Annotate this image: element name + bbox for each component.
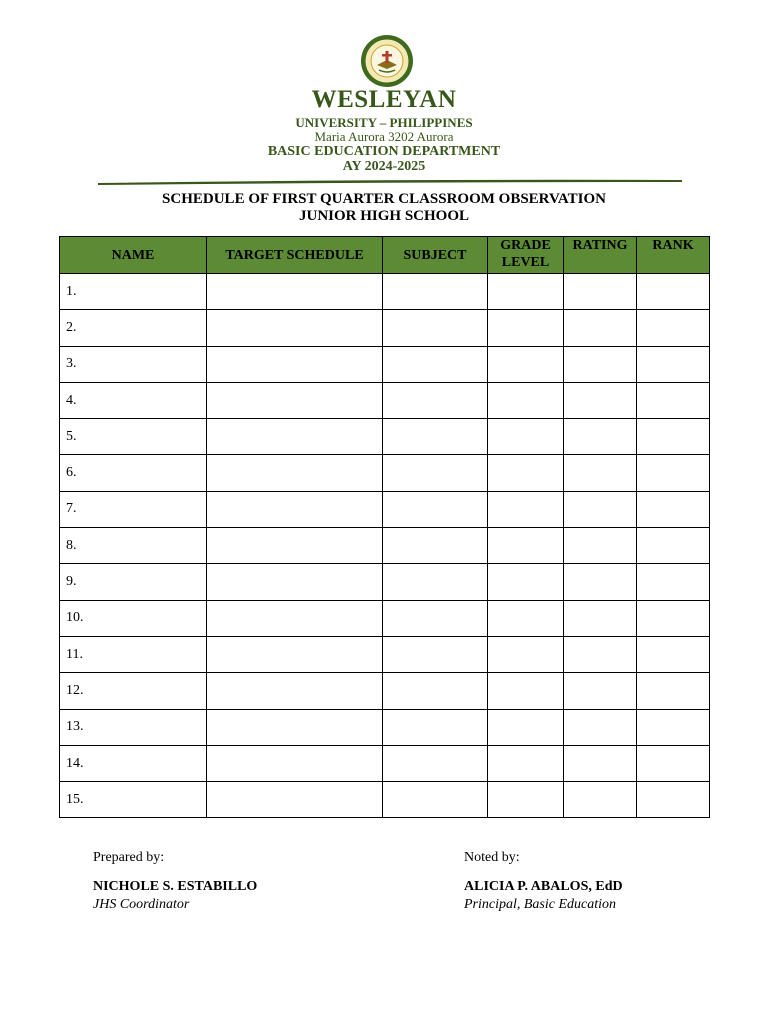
noted-by-name: ALICIA P. ABALOS, EdD [464,879,623,894]
university-seal-icon [360,34,414,88]
subject-cell[interactable] [383,673,488,709]
subject-cell[interactable] [383,310,488,346]
row-number: 8. [66,537,77,553]
rank-cell[interactable] [637,564,710,600]
observation-schedule-table [59,236,710,818]
target-schedule-cell[interactable] [207,274,383,310]
row-number: 5. [66,428,77,444]
grade-level-cell[interactable] [488,382,564,418]
grade-level-cell[interactable] [488,419,564,455]
table-row [60,782,710,818]
name-cell[interactable] [60,274,207,310]
rank-cell[interactable] [637,455,710,491]
rating-cell[interactable] [564,636,637,672]
target-schedule-cell[interactable] [207,382,383,418]
rating-cell[interactable] [564,600,637,636]
prepared-by-role: JHS Coordinator [93,897,190,912]
noted-by-role: Principal, Basic Education [464,897,617,912]
grade-level-cell[interactable] [488,310,564,346]
target-schedule-cell[interactable] [207,491,383,527]
table-row [60,310,710,346]
grade-level-cell[interactable] [488,600,564,636]
subject-cell[interactable] [383,564,488,600]
row-number: 13. [66,719,84,735]
rating-cell[interactable] [564,528,637,564]
name-cell[interactable] [60,636,207,672]
grade-level-cell[interactable] [488,636,564,672]
noted-by-label: Noted by: [464,850,520,865]
target-schedule-cell[interactable] [207,528,383,564]
rank-cell[interactable] [637,274,710,310]
rank-cell[interactable] [637,636,710,672]
name-cell[interactable] [60,382,207,418]
target-schedule-cell[interactable] [207,745,383,781]
column-header-target-schedule: TARGET SCHEDULE [207,237,383,274]
rank-cell[interactable] [637,491,710,527]
table-row [60,455,710,491]
subject-cell[interactable] [383,491,488,527]
university-subtitle: UNIVERSITY – PHILIPPINES [295,115,473,130]
rating-cell[interactable] [564,455,637,491]
grade-level-cell[interactable] [488,745,564,781]
rank-cell[interactable] [637,528,710,564]
university-address: Maria Aurora 3202 Aurora [314,129,454,144]
target-schedule-cell[interactable] [207,419,383,455]
table-row [60,419,710,455]
name-cell[interactable] [60,745,207,781]
rating-cell[interactable] [564,745,637,781]
rank-cell[interactable] [637,419,710,455]
table-row [60,636,710,672]
table-row [60,600,710,636]
name-cell[interactable] [60,782,207,818]
subject-cell[interactable] [383,274,488,310]
row-number: 11. [66,646,83,662]
column-header-rating: RATING [564,237,637,274]
rank-cell[interactable] [637,709,710,745]
target-schedule-cell[interactable] [207,310,383,346]
target-schedule-cell[interactable] [207,673,383,709]
table-row [60,564,710,600]
row-number: 14. [66,755,84,771]
row-number: 9. [66,574,77,590]
target-schedule-cell[interactable] [207,564,383,600]
grade-level-cell[interactable] [488,709,564,745]
target-schedule-cell[interactable] [207,346,383,382]
row-number: 10. [66,610,84,626]
table-header-row [60,237,710,274]
rank-cell[interactable] [637,382,710,418]
header-divider [98,178,682,186]
rating-cell[interactable] [564,382,637,418]
grade-level-cell[interactable] [488,274,564,310]
rank-cell[interactable] [637,782,710,818]
document-title: SCHEDULE OF FIRST QUARTER CLASSROOM OBSERVATION [162,191,606,207]
name-cell[interactable] [60,673,207,709]
rating-cell[interactable] [564,491,637,527]
subject-cell[interactable] [383,455,488,491]
rating-cell[interactable] [564,782,637,818]
column-header-name: NAME [60,237,207,274]
grade-level-cell[interactable] [488,455,564,491]
name-cell[interactable] [60,600,207,636]
row-number: 6. [66,465,77,481]
row-number: 12. [66,682,84,698]
rating-cell[interactable] [564,419,637,455]
subject-cell[interactable] [383,636,488,672]
name-cell[interactable] [60,564,207,600]
name-cell[interactable] [60,310,207,346]
target-schedule-cell[interactable] [207,782,383,818]
rating-cell[interactable] [564,673,637,709]
grade-level-cell[interactable] [488,346,564,382]
column-header-rank: RANK [637,237,710,274]
column-header-subject: SUBJECT [383,237,488,274]
target-schedule-cell[interactable] [207,455,383,491]
subject-cell[interactable] [383,709,488,745]
name-cell[interactable] [60,709,207,745]
rank-cell[interactable] [637,673,710,709]
table-row [60,745,710,781]
university-name: WESLEYAN [311,86,457,113]
row-number: 2. [66,319,77,335]
grade-level-cell[interactable] [488,673,564,709]
rating-cell[interactable] [564,310,637,346]
table-row [60,528,710,564]
target-schedule-cell[interactable] [207,709,383,745]
rating-cell[interactable] [564,564,637,600]
grade-level-cell[interactable] [488,528,564,564]
name-cell[interactable] [60,455,207,491]
subject-cell[interactable] [383,745,488,781]
target-schedule-cell[interactable] [207,636,383,672]
row-number: 7. [66,501,77,517]
subject-cell[interactable] [383,600,488,636]
table-row [60,346,710,382]
table-row [60,673,710,709]
rating-cell[interactable] [564,709,637,745]
subject-cell[interactable] [383,419,488,455]
name-cell[interactable] [60,491,207,527]
row-number: 3. [66,356,77,372]
rank-cell[interactable] [637,745,710,781]
department-name: BASIC EDUCATION DEPARTMENT [267,144,501,159]
prepared-by-name: NICHOLE S. ESTABILLO [93,879,258,894]
target-schedule-cell[interactable] [207,600,383,636]
grade-level-cell[interactable] [488,564,564,600]
table-row [60,491,710,527]
document-subtitle: JUNIOR HIGH SCHOOL [298,208,470,224]
grade-level-cell[interactable] [488,491,564,527]
name-cell[interactable] [60,528,207,564]
prepared-by-label: Prepared by: [93,850,165,865]
column-header-grade-level: GRADE LEVEL [488,237,564,274]
name-cell[interactable] [60,419,207,455]
table-row [60,709,710,745]
row-number: 4. [66,392,77,408]
row-number: 1. [66,283,77,299]
subject-cell[interactable] [383,528,488,564]
subject-cell[interactable] [383,346,488,382]
table-row [60,274,710,310]
subject-cell[interactable] [383,782,488,818]
subject-cell[interactable] [383,382,488,418]
row-number: 15. [66,791,84,807]
rating-cell[interactable] [564,274,637,310]
rank-cell[interactable] [637,600,710,636]
rating-cell[interactable] [564,346,637,382]
rank-cell[interactable] [637,310,710,346]
name-cell[interactable] [60,346,207,382]
rank-cell[interactable] [637,346,710,382]
academic-year: AY 2024-2025 [342,159,426,174]
grade-level-cell[interactable] [488,782,564,818]
table-row [60,382,710,418]
